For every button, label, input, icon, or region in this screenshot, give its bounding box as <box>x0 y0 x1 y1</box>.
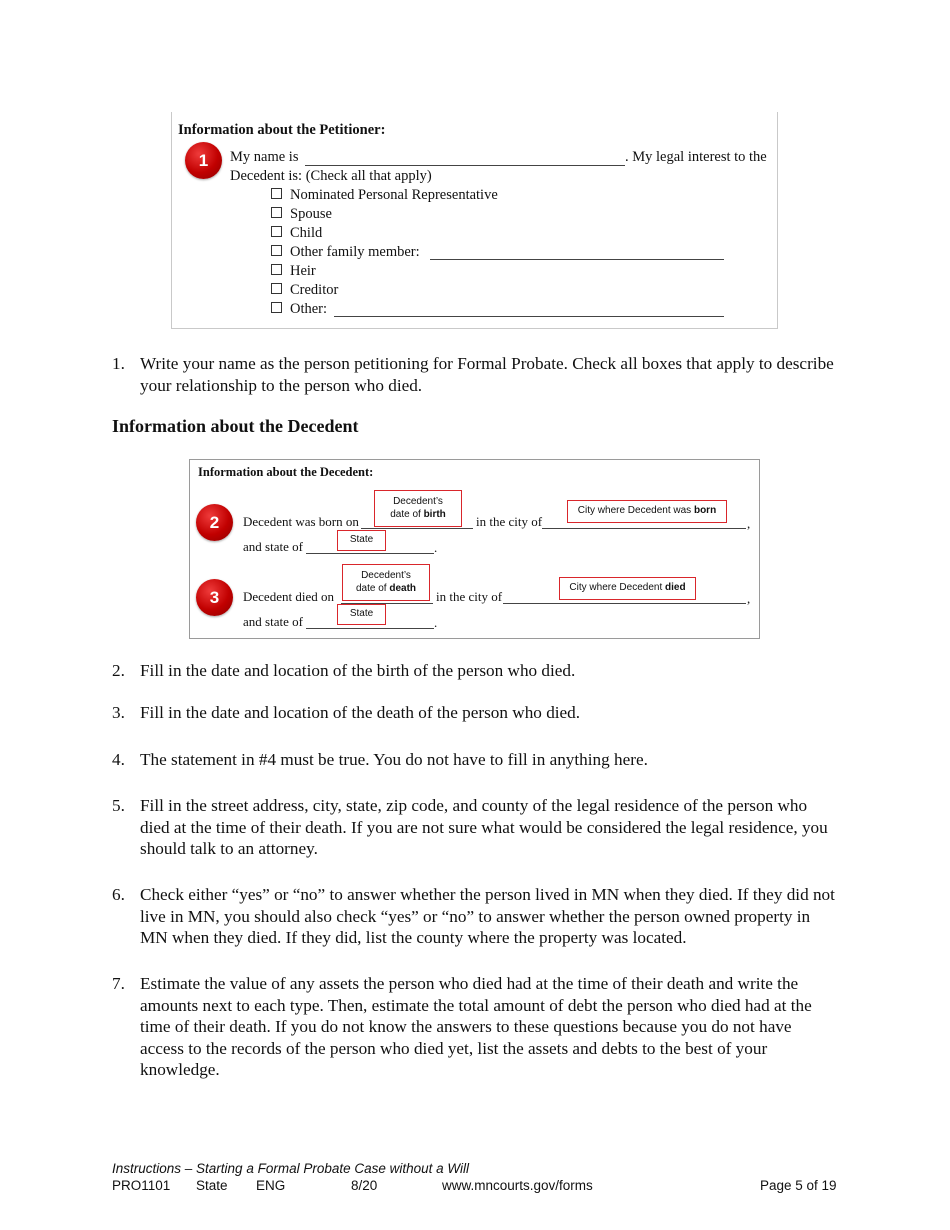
petitioner-form-title: Information about the Petitioner: <box>178 122 386 138</box>
item-number: 7. <box>112 974 125 993</box>
name-blank-line <box>305 165 625 166</box>
option-heir: Heir <box>271 263 316 280</box>
item-text: Write your name as the person petitioning for Formal Probate. Check all boxes that apply to describe your relationship to the person who died. <box>140 354 834 395</box>
birth-state-callout: State <box>337 530 386 551</box>
legal-interest-text: . My legal interest to the <box>625 149 767 165</box>
item-text: Fill in the street address, city, state, zip code, and county of the legal residence of the person who died at the time of their death. If you are not sure what would be considered the legal residence, you should talk to an attorney. <box>140 796 828 858</box>
footer-website: www.mncourts.gov/forms <box>442 1178 593 1193</box>
item-number: 2. <box>112 661 125 680</box>
death-in-city-of-text: in the city of <box>436 589 503 604</box>
option-spouse: Spouse <box>271 206 332 223</box>
section-heading-decedent: Information about the Decedent <box>112 416 359 436</box>
option-creditor: Creditor <box>271 282 338 299</box>
birth-city-blank-line <box>542 528 746 529</box>
item-text: Fill in the date and location of the birth of the person who died. <box>140 661 576 680</box>
decedent-is-text: Decedent is: (Check all that apply) <box>230 168 432 184</box>
death-line-comma: , <box>747 591 751 606</box>
item-number: 6. <box>112 885 125 904</box>
checkbox-icon <box>271 207 282 218</box>
checkbox-icon <box>271 283 282 294</box>
item-text: Check either “yes” or “no” to answer whether the person lived in MN when they died. If they did not live in MN, you should also check “yes” or “no” to answer whether the person owned property in MN when they died. If they did, list the county where the property was located. <box>140 885 835 947</box>
checkbox-icon <box>271 226 282 237</box>
death-city-callout: City where Decedent died <box>559 577 696 600</box>
footer-jurisdiction: State <box>196 1178 228 1193</box>
death-date-callout: Decedent’s date of death <box>342 564 430 601</box>
other-blank-line <box>334 316 724 317</box>
option-other: Other: <box>271 301 327 318</box>
petitioner-form-excerpt <box>171 112 778 329</box>
checkbox-icon <box>271 264 282 275</box>
death-state-blank-line <box>306 628 434 629</box>
item-number: 1. <box>112 354 125 373</box>
name-prefix: My name is <box>230 149 299 165</box>
birth-state-of-text: and state of <box>243 539 303 554</box>
item-text: Estimate the value of any assets the person who died had at the time of their death and write the amounts next to each type. Then, estimate the total amount of debt the person who died had at the time of their death. If you do not know the answers to these questions because you do not have access to the records of the person who died yet, list the assets and debts to the best of your knowledge. <box>140 974 812 1079</box>
birth-date-callout: Decedent’s date of birth <box>374 490 462 527</box>
footer-language: ENG <box>256 1178 286 1193</box>
decedent-form-title: Information about the Decedent: <box>198 465 374 479</box>
birth-line-comma: , <box>747 516 751 531</box>
death-state-period: . <box>434 615 438 630</box>
item-text: The statement in #4 must be true. You do not have to fill in anything here. <box>140 750 648 769</box>
item-number: 5. <box>112 796 125 815</box>
died-on-text: Decedent died on <box>243 589 334 604</box>
decedent-form-excerpt <box>189 459 760 639</box>
birth-state-blank-line <box>306 553 434 554</box>
checkbox-icon <box>271 302 282 313</box>
birth-date-blank-line <box>361 528 473 529</box>
footer-page-number: Page 5 of 19 <box>760 1178 837 1193</box>
death-city-blank-line <box>503 603 746 604</box>
step-1-badge: 1 <box>185 142 222 179</box>
footer-document-title: Instructions – Starting a Formal Probate Case without a Will <box>112 1161 470 1176</box>
birth-in-city-of-text: in the city of <box>476 514 543 529</box>
option-nominated-personal-representative: Nominated Personal Representative <box>271 187 498 204</box>
item-number: 3. <box>112 703 125 722</box>
other-family-blank-line <box>430 259 724 260</box>
step-2-badge: 2 <box>196 504 233 541</box>
birth-city-callout: City where Decedent was born <box>567 500 727 523</box>
item-number: 4. <box>112 750 125 769</box>
footer-revision: 8/20 <box>351 1178 378 1193</box>
born-on-text: Decedent was born on <box>243 514 359 529</box>
footer-form-code: PRO1101 <box>112 1178 171 1193</box>
step-3-badge: 3 <box>196 579 233 616</box>
checkbox-icon <box>271 188 282 199</box>
death-state-of-text: and state of <box>243 614 303 629</box>
death-state-callout: State <box>337 604 386 625</box>
option-other-family-member: Other family member: <box>271 244 420 261</box>
birth-state-period: . <box>434 540 438 555</box>
item-text: Fill in the date and location of the death of the person who died. <box>140 703 581 722</box>
option-child: Child <box>271 225 322 242</box>
checkbox-icon <box>271 245 282 256</box>
